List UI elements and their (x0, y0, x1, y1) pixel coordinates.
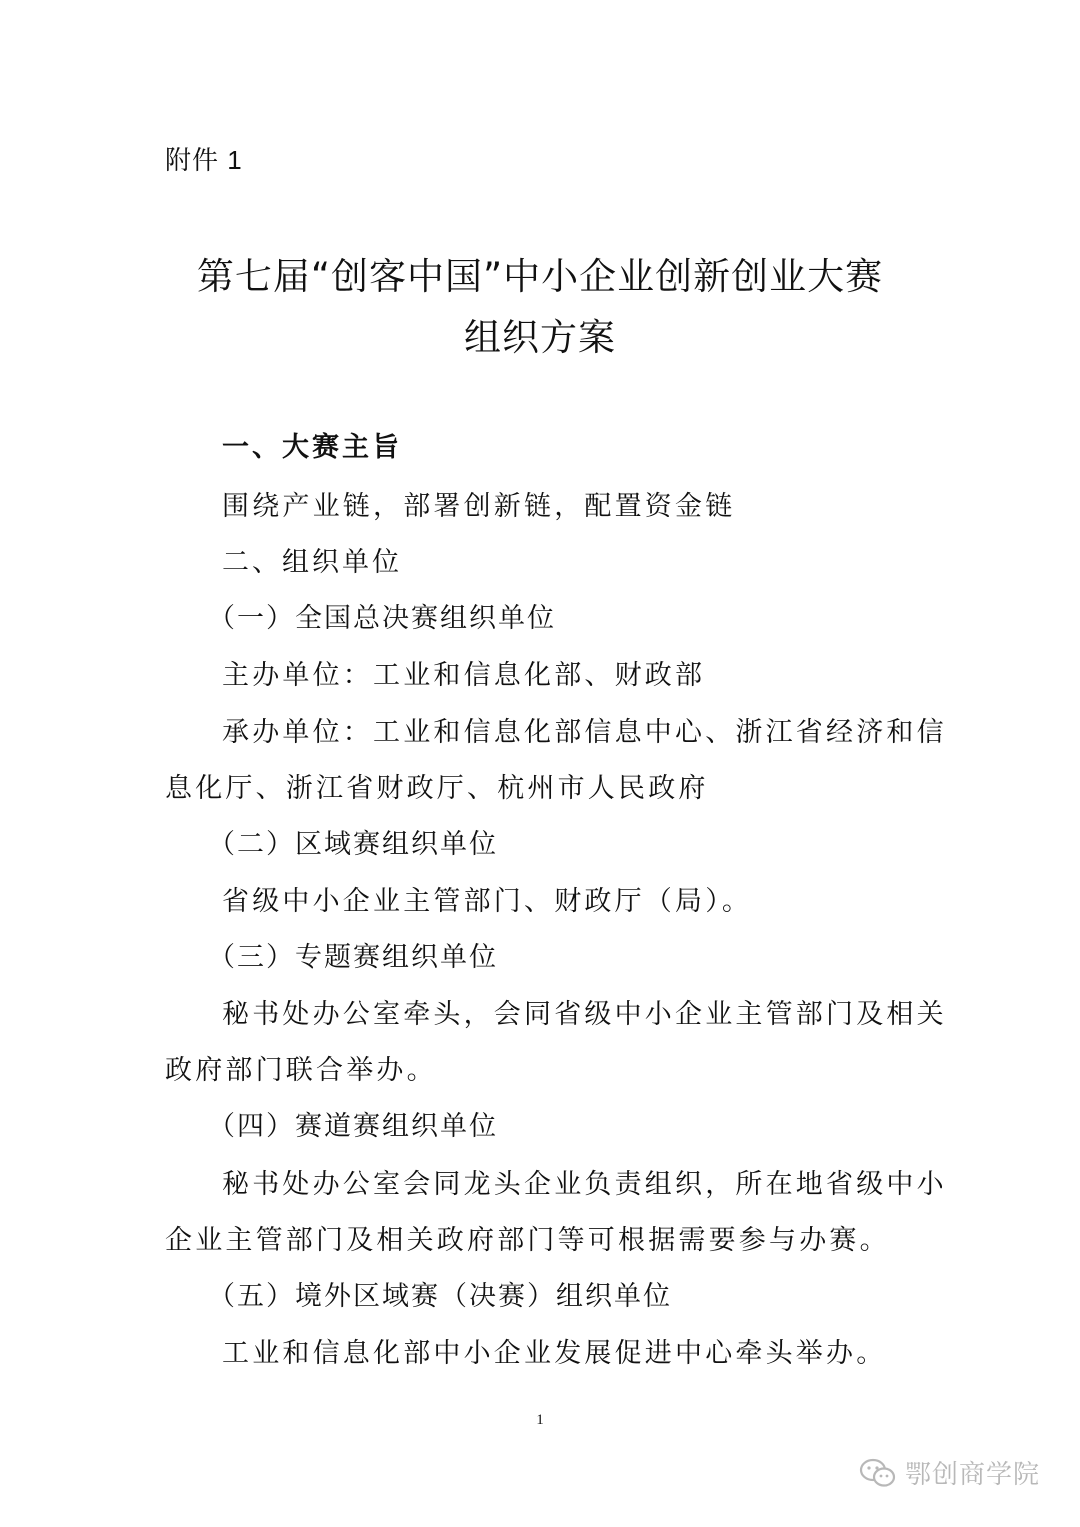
track-text-line-1: 秘书处办公室会同龙头企业负责组织，所在地省级中小 (222, 1169, 947, 1200)
national-final-host: 主办单位：工业和信息化部、财政部 (222, 660, 706, 691)
national-final-organizer-line-1: 承办单位：工业和信息化部信息中心、浙江省经济和信 (222, 717, 947, 748)
regional-text: 省级中小企业主管部门、财政厅（局）。 (222, 886, 753, 917)
document-title-line-1: 第七届“创客中国”中小企业创新创业大赛 (196, 255, 884, 298)
wechat-icon (859, 1457, 897, 1489)
subsection-thematic: （三）专题赛组织单位 (208, 942, 498, 973)
overseas-text: 工业和信息化部中小企业发展促进中心牵头举办。 (222, 1338, 887, 1369)
subsection-regional: （二）区域赛组织单位 (208, 829, 498, 860)
document-title-line-2: 组织方案 (464, 316, 616, 359)
subsection-national-final: （一）全国总决赛组织单位 (208, 603, 556, 634)
attachment-label: 附件 1 (165, 145, 243, 175)
subsection-track: （四）赛道赛组织单位 (208, 1111, 498, 1142)
section-heading-organizers: 二、组织单位 (222, 547, 402, 578)
track-text-line-2: 企业主管部门及相关政府部门等可根据需要参与办赛。 (165, 1225, 890, 1256)
watermark (859, 1454, 1040, 1491)
section-heading-purpose: 一、大赛主旨 (222, 432, 402, 463)
purpose-text: 围绕产业链，部署创新链，配置资金链 (222, 491, 736, 522)
subsection-overseas: （五）境外区域赛（决赛）组织单位 (208, 1281, 672, 1312)
thematic-text-line-1: 秘书处办公室牵头，会同省级中小企业主管部门及相关 (222, 999, 947, 1030)
page-number: 1 (536, 1412, 544, 1428)
national-final-organizer-line-2: 息化厅、浙江省财政厅、杭州市人民政府 (165, 773, 709, 804)
watermark-text: 鄂创商学院 (904, 1460, 1040, 1490)
thematic-text-line-2: 政府部门联合举办。 (165, 1055, 437, 1086)
